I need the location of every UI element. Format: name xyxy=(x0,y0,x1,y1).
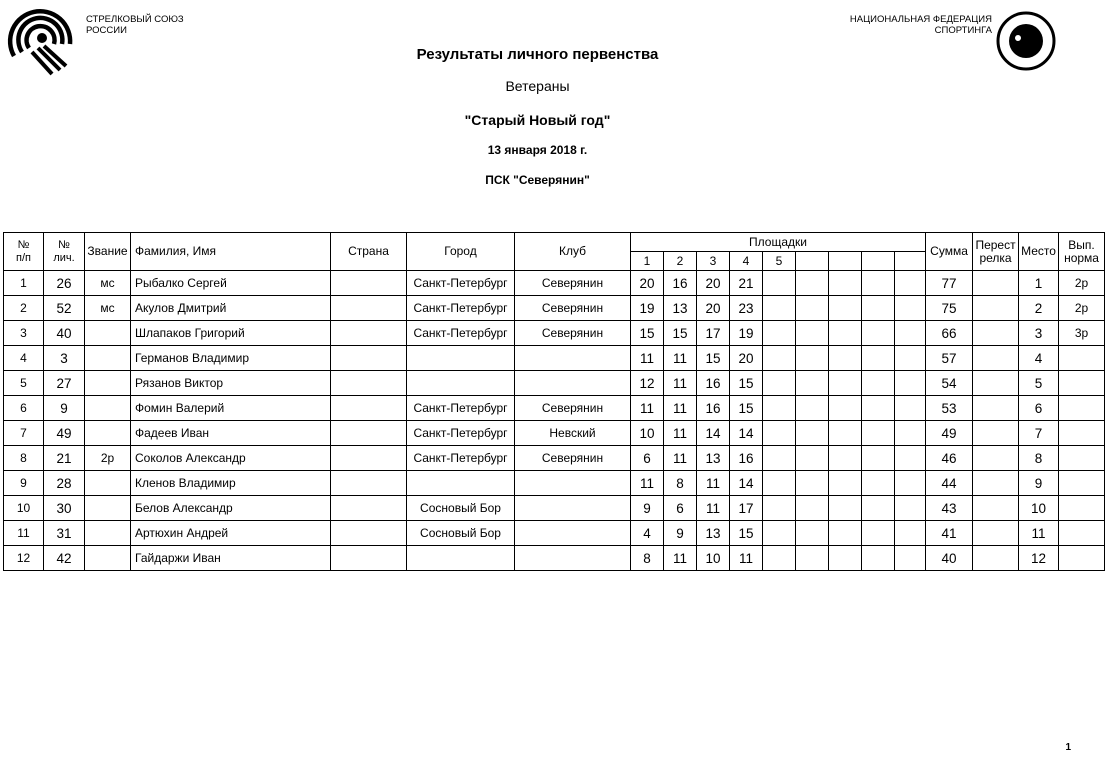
row-number: 10 xyxy=(4,496,44,521)
range-score: 8 xyxy=(664,471,697,496)
shootoff-cell xyxy=(973,321,1019,346)
row-number: 1 xyxy=(4,271,44,296)
range-score: 6 xyxy=(664,496,697,521)
country-cell xyxy=(331,496,407,521)
range-score-empty xyxy=(829,496,862,521)
table-row xyxy=(4,471,1105,496)
range-score-empty xyxy=(895,546,926,571)
bib-number: 40 xyxy=(44,321,85,346)
org-right xyxy=(850,14,992,36)
header-norm: Вып. норма xyxy=(1059,233,1105,271)
range-score: 15 xyxy=(730,396,763,421)
range-score: 16 xyxy=(697,371,730,396)
range-score-empty xyxy=(796,421,829,446)
norm-cell xyxy=(1059,396,1105,421)
row-number: 2 xyxy=(4,296,44,321)
range-score-empty xyxy=(829,446,862,471)
range-score-empty xyxy=(829,421,862,446)
country-cell xyxy=(331,371,407,396)
range-score: 11 xyxy=(697,496,730,521)
athlete-name: Гайдаржи Иван xyxy=(131,546,331,571)
range-score-empty xyxy=(796,321,829,346)
shootoff-cell xyxy=(973,496,1019,521)
range-score-empty xyxy=(862,396,895,421)
bib-number: 9 xyxy=(44,396,85,421)
total-score: 54 xyxy=(926,371,973,396)
total-score: 43 xyxy=(926,496,973,521)
range-score: 11 xyxy=(631,471,664,496)
range-score-empty xyxy=(796,521,829,546)
range-score: 20 xyxy=(730,346,763,371)
table-row xyxy=(4,271,1105,296)
city-cell: Сосновый Бор xyxy=(407,521,515,546)
range-score: 15 xyxy=(664,321,697,346)
range-score: 11 xyxy=(664,371,697,396)
range-score: 23 xyxy=(730,296,763,321)
total-score: 49 xyxy=(926,421,973,446)
range-score: 19 xyxy=(631,296,664,321)
table-row xyxy=(4,296,1105,321)
range-score: 9 xyxy=(631,496,664,521)
table-row xyxy=(4,371,1105,396)
place-cell: 6 xyxy=(1019,396,1059,421)
rank-cell xyxy=(85,546,131,571)
table-row xyxy=(4,521,1105,546)
range-score: 20 xyxy=(697,296,730,321)
range-score: 15 xyxy=(631,321,664,346)
total-score: 44 xyxy=(926,471,973,496)
city-cell xyxy=(407,371,515,396)
total-score: 77 xyxy=(926,271,973,296)
bib-number: 26 xyxy=(44,271,85,296)
range-score: 19 xyxy=(730,321,763,346)
header-range-2: 2 xyxy=(664,252,697,271)
range-score-empty xyxy=(829,346,862,371)
bib-number: 42 xyxy=(44,546,85,571)
range-score: 17 xyxy=(697,321,730,346)
header-city: Город xyxy=(407,233,515,271)
range-score-empty xyxy=(829,296,862,321)
country-cell xyxy=(331,421,407,446)
org-left-line: СТРЕЛКОВЫЙ СОЮЗ xyxy=(86,14,184,25)
table-header-row xyxy=(4,233,1105,252)
total-score: 75 xyxy=(926,296,973,321)
athlete-name: Белов Александр xyxy=(131,496,331,521)
rank-cell xyxy=(85,346,131,371)
place-cell: 11 xyxy=(1019,521,1059,546)
country-cell xyxy=(331,521,407,546)
range-score-empty xyxy=(895,396,926,421)
range-score-empty xyxy=(829,521,862,546)
event-date: 13 января 2018 г. xyxy=(487,143,588,157)
range-score-empty xyxy=(895,421,926,446)
org-left-line: РОССИИ xyxy=(86,25,127,36)
range-score-empty xyxy=(796,446,829,471)
norm-cell xyxy=(1059,471,1105,496)
bib-number: 28 xyxy=(44,471,85,496)
range-score-empty xyxy=(862,521,895,546)
range-score-empty xyxy=(763,371,796,396)
city-cell: Санкт-Петербург xyxy=(407,296,515,321)
athlete-name: Шлапаков Григорий xyxy=(131,321,331,346)
event-venue: ПСК "Северянин" xyxy=(485,173,590,187)
country-cell xyxy=(331,321,407,346)
rank-cell xyxy=(85,371,131,396)
shootoff-cell xyxy=(973,271,1019,296)
club-cell xyxy=(515,471,631,496)
range-score: 11 xyxy=(664,396,697,421)
range-score-empty xyxy=(895,521,926,546)
club-cell xyxy=(515,521,631,546)
total-score: 53 xyxy=(926,396,973,421)
bib-number: 31 xyxy=(44,521,85,546)
club-cell: Северянин xyxy=(515,271,631,296)
norm-cell xyxy=(1059,346,1105,371)
range-score-empty xyxy=(796,296,829,321)
range-score-empty xyxy=(862,421,895,446)
bib-number: 49 xyxy=(44,421,85,446)
org-right-line: НАЦИОНАЛЬНАЯ ФЕДЕРАЦИЯ xyxy=(849,14,992,25)
range-score-empty xyxy=(862,296,895,321)
city-cell xyxy=(407,346,515,371)
country-cell xyxy=(331,446,407,471)
city-cell: Санкт-Петербург xyxy=(407,421,515,446)
rank-cell xyxy=(85,521,131,546)
shooting-union-logo-icon xyxy=(8,4,78,82)
country-cell xyxy=(331,271,407,296)
range-score: 15 xyxy=(730,521,763,546)
country-cell xyxy=(331,471,407,496)
rank-cell xyxy=(85,396,131,421)
page-number: 1 xyxy=(1065,742,1071,753)
place-cell: 4 xyxy=(1019,346,1059,371)
norm-cell xyxy=(1059,521,1105,546)
range-score: 11 xyxy=(664,546,697,571)
range-score-empty xyxy=(895,371,926,396)
athlete-name: Артюхин Андрей xyxy=(131,521,331,546)
range-score-empty xyxy=(796,496,829,521)
range-score-empty xyxy=(763,346,796,371)
place-cell: 10 xyxy=(1019,496,1059,521)
place-cell: 12 xyxy=(1019,546,1059,571)
row-number: 5 xyxy=(4,371,44,396)
shootoff-cell xyxy=(973,296,1019,321)
athlete-name: Рязанов Виктор xyxy=(131,371,331,396)
rank-cell xyxy=(85,471,131,496)
range-score-empty xyxy=(829,271,862,296)
bib-number: 30 xyxy=(44,496,85,521)
bib-number: 27 xyxy=(44,371,85,396)
range-score: 13 xyxy=(697,446,730,471)
club-cell xyxy=(515,371,631,396)
country-cell xyxy=(331,546,407,571)
range-score: 14 xyxy=(697,421,730,446)
shootoff-cell xyxy=(973,346,1019,371)
range-score-empty xyxy=(862,371,895,396)
range-score: 11 xyxy=(697,471,730,496)
row-number: 6 xyxy=(4,396,44,421)
row-number: 7 xyxy=(4,421,44,446)
athlete-name: Акулов Дмитрий xyxy=(131,296,331,321)
range-score-empty xyxy=(829,371,862,396)
range-score-empty xyxy=(796,396,829,421)
range-score: 17 xyxy=(730,496,763,521)
city-cell xyxy=(407,546,515,571)
range-score-empty xyxy=(763,521,796,546)
table-row xyxy=(4,321,1105,346)
total-score: 41 xyxy=(926,521,973,546)
range-score-empty xyxy=(862,496,895,521)
rank-cell: 2р xyxy=(85,446,131,471)
header-range-1: 1 xyxy=(631,252,664,271)
bib-number: 52 xyxy=(44,296,85,321)
range-score-empty xyxy=(763,396,796,421)
norm-cell xyxy=(1059,371,1105,396)
range-score: 20 xyxy=(631,271,664,296)
row-number: 11 xyxy=(4,521,44,546)
range-score: 4 xyxy=(631,521,664,546)
range-score-empty xyxy=(862,346,895,371)
header-range-empty xyxy=(895,252,926,271)
rank-cell xyxy=(85,321,131,346)
range-score: 11 xyxy=(664,446,697,471)
total-score: 57 xyxy=(926,346,973,371)
athlete-name: Фомин Валерий xyxy=(131,396,331,421)
range-score-empty xyxy=(796,346,829,371)
athlete-name: Германов Владимир xyxy=(131,346,331,371)
norm-cell xyxy=(1059,546,1105,571)
range-score: 20 xyxy=(697,271,730,296)
range-score: 8 xyxy=(631,546,664,571)
norm-cell xyxy=(1059,496,1105,521)
range-score: 21 xyxy=(730,271,763,296)
athlete-name: Кленов Владимир xyxy=(131,471,331,496)
range-score-empty xyxy=(895,496,926,521)
header-club: Клуб xyxy=(515,233,631,271)
range-score: 12 xyxy=(631,371,664,396)
results-table xyxy=(3,232,1105,571)
table-row xyxy=(4,396,1105,421)
shootoff-cell xyxy=(973,396,1019,421)
rank-cell: мс xyxy=(85,296,131,321)
range-score: 16 xyxy=(697,396,730,421)
range-score-empty xyxy=(796,271,829,296)
range-score-empty xyxy=(862,271,895,296)
range-score-empty xyxy=(763,471,796,496)
norm-cell: 3р xyxy=(1059,321,1105,346)
header-range-3: 3 xyxy=(697,252,730,271)
header-range-4: 4 xyxy=(730,252,763,271)
header-range-5: 5 xyxy=(763,252,796,271)
row-number: 8 xyxy=(4,446,44,471)
row-number: 3 xyxy=(4,321,44,346)
range-score-empty xyxy=(895,321,926,346)
header-num: № п/п xyxy=(4,233,44,271)
range-score-empty xyxy=(829,471,862,496)
country-cell xyxy=(331,346,407,371)
city-cell: Сосновый Бор xyxy=(407,496,515,521)
range-score-empty xyxy=(829,546,862,571)
range-score-empty xyxy=(895,471,926,496)
table-row xyxy=(4,496,1105,521)
category-label: Ветераны xyxy=(505,78,570,94)
range-score-empty xyxy=(763,546,796,571)
range-score: 16 xyxy=(730,446,763,471)
range-score: 15 xyxy=(697,346,730,371)
place-cell: 3 xyxy=(1019,321,1059,346)
rank-cell xyxy=(85,496,131,521)
range-score: 15 xyxy=(730,371,763,396)
header-name: Фамилия, Имя xyxy=(131,233,331,271)
range-score-empty xyxy=(895,296,926,321)
header-rank: Звание xyxy=(85,233,131,271)
row-number: 4 xyxy=(4,346,44,371)
range-score-empty xyxy=(763,271,796,296)
place-cell: 2 xyxy=(1019,296,1059,321)
athlete-name: Соколов Александр xyxy=(131,446,331,471)
club-cell: Северянин xyxy=(515,296,631,321)
norm-cell: 2р xyxy=(1059,296,1105,321)
club-cell: Невский xyxy=(515,421,631,446)
range-score: 16 xyxy=(664,271,697,296)
table-row xyxy=(4,546,1105,571)
city-cell: Санкт-Петербург xyxy=(407,446,515,471)
range-score: 6 xyxy=(631,446,664,471)
range-score: 9 xyxy=(664,521,697,546)
range-score-empty xyxy=(895,446,926,471)
shootoff-cell xyxy=(973,421,1019,446)
header-range-empty xyxy=(862,252,895,271)
place-cell: 7 xyxy=(1019,421,1059,446)
total-score: 40 xyxy=(926,546,973,571)
club-cell xyxy=(515,546,631,571)
header-total: Сумма xyxy=(926,233,973,271)
range-score: 11 xyxy=(631,396,664,421)
rank-cell: мс xyxy=(85,271,131,296)
athlete-name: Фадеев Иван xyxy=(131,421,331,446)
range-score: 11 xyxy=(664,421,697,446)
city-cell xyxy=(407,471,515,496)
table-row xyxy=(4,446,1105,471)
range-score-empty xyxy=(862,321,895,346)
range-score-empty xyxy=(862,546,895,571)
shootoff-cell xyxy=(973,446,1019,471)
total-score: 46 xyxy=(926,446,973,471)
place-cell: 9 xyxy=(1019,471,1059,496)
shootoff-cell xyxy=(973,471,1019,496)
bib-number: 21 xyxy=(44,446,85,471)
range-score: 14 xyxy=(730,421,763,446)
range-score: 11 xyxy=(730,546,763,571)
city-cell: Санкт-Петербург xyxy=(407,321,515,346)
shootoff-cell xyxy=(973,546,1019,571)
header-range-empty xyxy=(796,252,829,271)
club-cell: Северянин xyxy=(515,321,631,346)
range-score-empty xyxy=(862,471,895,496)
range-score-empty xyxy=(895,271,926,296)
club-cell: Северянин xyxy=(515,396,631,421)
bib-number: 3 xyxy=(44,346,85,371)
header-country: Страна xyxy=(331,233,407,271)
total-score: 66 xyxy=(926,321,973,346)
table-row xyxy=(4,421,1105,446)
event-name: "Старый Новый год" xyxy=(464,112,611,128)
range-score: 10 xyxy=(697,546,730,571)
rank-cell xyxy=(85,421,131,446)
range-score-empty xyxy=(763,321,796,346)
range-score-empty xyxy=(763,296,796,321)
range-score-empty xyxy=(895,346,926,371)
range-score-empty xyxy=(829,321,862,346)
header-place: Место xyxy=(1019,233,1059,271)
city-cell: Санкт-Петербург xyxy=(407,271,515,296)
range-score: 13 xyxy=(664,296,697,321)
shootoff-cell xyxy=(973,521,1019,546)
range-score: 11 xyxy=(664,346,697,371)
range-score-empty xyxy=(763,446,796,471)
country-cell xyxy=(331,396,407,421)
results-body xyxy=(4,271,1105,571)
range-score: 10 xyxy=(631,421,664,446)
place-cell: 1 xyxy=(1019,271,1059,296)
org-left xyxy=(86,14,184,36)
sporting-federation-logo-icon xyxy=(996,6,1026,76)
city-cell: Санкт-Петербург xyxy=(407,396,515,421)
org-right-line: СПОРТИНГА xyxy=(934,25,992,36)
range-score-empty xyxy=(763,421,796,446)
header-shootoff: Перест релка xyxy=(973,233,1019,271)
athlete-name: Рыбалко Сергей xyxy=(131,271,331,296)
row-number: 9 xyxy=(4,471,44,496)
range-score: 11 xyxy=(631,346,664,371)
norm-cell xyxy=(1059,446,1105,471)
header-bib: № лич. xyxy=(44,233,85,271)
club-cell: Северянин xyxy=(515,446,631,471)
norm-cell: 2р xyxy=(1059,271,1105,296)
page-title: Результаты личного первенства xyxy=(416,46,659,63)
range-score-empty xyxy=(763,496,796,521)
header-range-empty xyxy=(829,252,862,271)
place-cell: 8 xyxy=(1019,446,1059,471)
range-score: 14 xyxy=(730,471,763,496)
shootoff-cell xyxy=(973,371,1019,396)
range-score-empty xyxy=(796,546,829,571)
club-cell xyxy=(515,346,631,371)
range-score-empty xyxy=(829,396,862,421)
range-score-empty xyxy=(862,446,895,471)
range-score: 13 xyxy=(697,521,730,546)
row-number: 12 xyxy=(4,546,44,571)
place-cell: 5 xyxy=(1019,371,1059,396)
range-score-empty xyxy=(796,471,829,496)
header-ranges: Площадки xyxy=(631,233,926,252)
table-row xyxy=(4,346,1105,371)
country-cell xyxy=(331,296,407,321)
norm-cell xyxy=(1059,421,1105,446)
club-cell xyxy=(515,496,631,521)
range-score-empty xyxy=(796,371,829,396)
